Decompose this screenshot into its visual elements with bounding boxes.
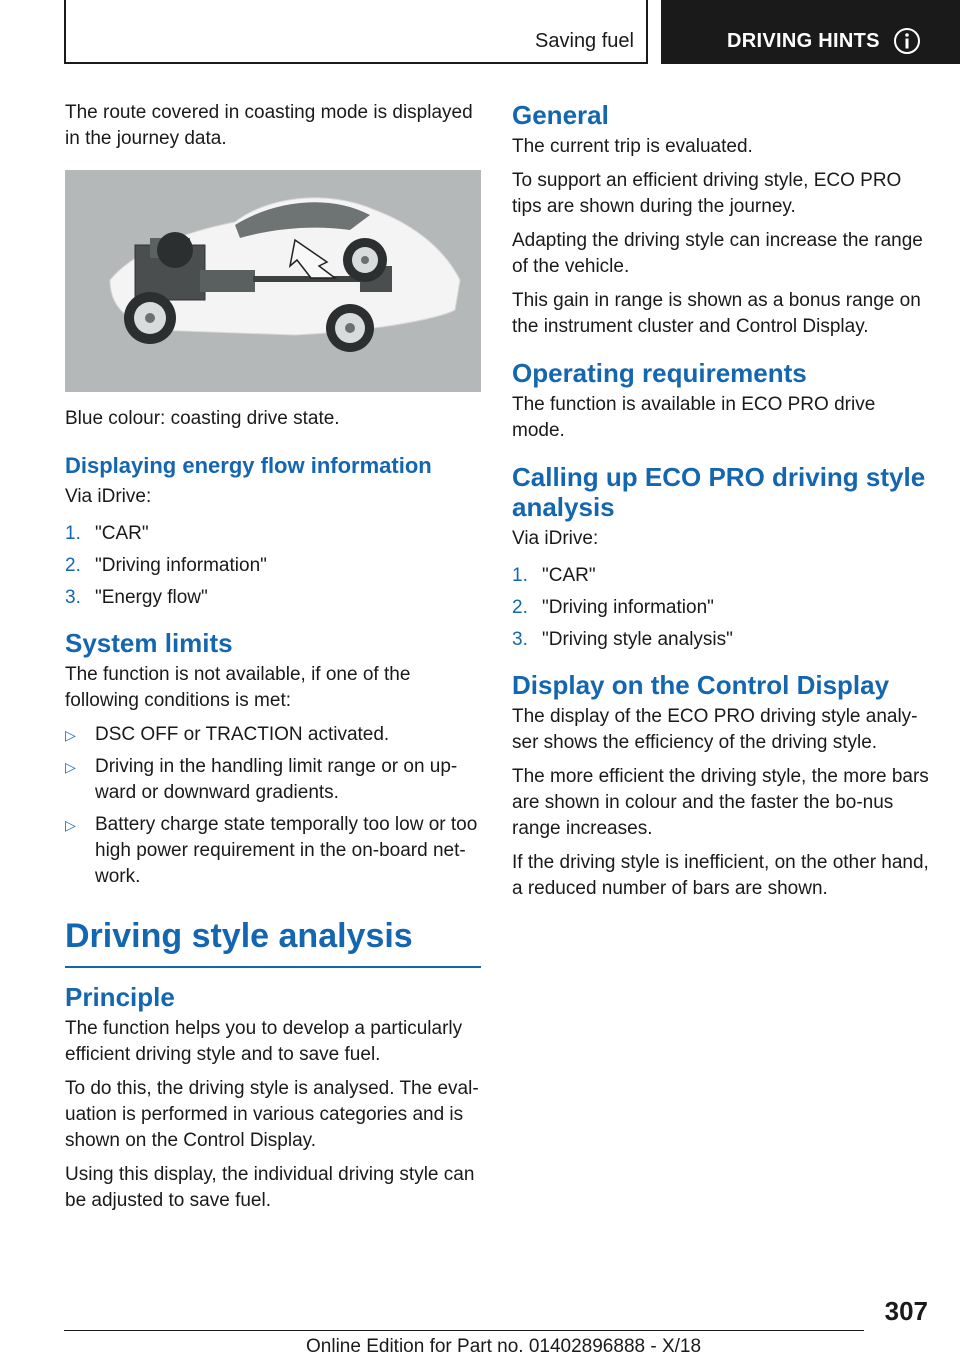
list-item — [512, 592, 932, 624]
header-chapter-tab — [661, 0, 960, 64]
system-limits-heading: System limits — [65, 628, 233, 658]
energy-flow-steps — [65, 518, 481, 614]
system-limits-intro: The function is not available, if one of the following conditions is met: — [65, 664, 411, 711]
figure-caption: Blue colour: coasting drive state. — [65, 408, 340, 429]
system-limits-bullets — [65, 722, 481, 890]
control-display-paragraph: The more efficient the driving style, the more bars are shown in colour and the faster the bo‐nus range increases. — [512, 766, 929, 839]
list-item — [65, 518, 481, 550]
energy-flow-heading: Displaying energy flow information — [65, 453, 432, 478]
step-text: "Driving information" — [95, 555, 267, 576]
general-paragraph: The current trip is evaluated. — [512, 136, 753, 157]
car-drivetrain-image — [65, 170, 481, 392]
step-number: 1. — [65, 523, 81, 544]
list-item — [65, 582, 481, 614]
energy-flow-via: Via iDrive: — [65, 486, 152, 507]
triangle-bullet-icon: ▷ — [65, 727, 76, 743]
step-text: "Driving information" — [542, 597, 714, 618]
step-number: 2. — [512, 597, 528, 618]
triangle-bullet-icon: ▷ — [65, 817, 76, 833]
step-number: 3. — [512, 629, 528, 650]
step-text: "Driving style analysis" — [542, 629, 733, 650]
general-paragraph: This gain in range is shown as a bonus range on the instrument cluster and Control Display. — [512, 290, 921, 337]
list-item — [65, 722, 481, 748]
step-text: "CAR" — [542, 565, 596, 586]
step-number: 3. — [65, 587, 81, 608]
general-paragraph: Adapting the driving style can increase the range of the vehicle. — [512, 230, 923, 277]
right-column — [512, 100, 932, 910]
principle-paragraph: To do this, the driving style is analysed. The eval‐uation is performed in various categories and is shown on the Control Display. — [65, 1078, 479, 1151]
principle-heading: Principle — [65, 982, 175, 1012]
bullet-text: DSC OFF or TRACTION activated. — [95, 724, 390, 745]
header-section-box — [64, 0, 648, 64]
bullet-text: Driving in the handling limit range or on up‐ward or downward gradients. — [95, 756, 458, 803]
list-item — [512, 624, 932, 656]
header-section-title: Saving fuel — [535, 30, 634, 52]
step-number: 2. — [65, 555, 81, 576]
general-paragraph: To support an efficient driving style, ECO PRO tips are shown during the journey. — [512, 170, 902, 217]
chapter-title: Driving style analysis — [65, 916, 481, 968]
calling-up-heading: Calling up ECO PRO driving style analysis — [512, 462, 926, 522]
footer-divider — [64, 1330, 864, 1331]
page-number: 307 — [884, 1296, 928, 1326]
bullet-text: Battery charge state temporally too low or too high power requirement in the on-board net‐work. — [95, 814, 478, 887]
step-number: 1. — [512, 565, 528, 586]
step-text: "CAR" — [95, 523, 149, 544]
car-illustration — [65, 170, 481, 392]
operating-requirements-text: The function is available in ECO PRO drive mode. — [512, 394, 876, 441]
list-item — [65, 754, 481, 806]
list-item — [512, 560, 932, 592]
intro-paragraph: The route covered in coasting mode is displayed in the journey data. — [65, 102, 473, 149]
general-heading: General — [512, 100, 609, 130]
step-text: "Energy flow" — [95, 587, 208, 608]
principle-paragraph: The function helps you to develop a particularly efficient driving style and to save fuel. — [65, 1018, 463, 1065]
left-column — [65, 100, 481, 1222]
control-display-heading: Display on the Control Display — [512, 670, 890, 700]
calling-up-steps — [512, 560, 932, 656]
calling-up-via: Via iDrive: — [512, 528, 599, 549]
info-icon — [893, 27, 921, 55]
header-chapter-title: DRIVING HINTS — [727, 30, 880, 52]
footer-edition: Online Edition for Part no. 01402896888 - X/18 — [306, 1336, 702, 1357]
list-item — [65, 812, 481, 890]
list-item — [65, 550, 481, 582]
triangle-bullet-icon: ▷ — [65, 759, 76, 775]
principle-paragraph: Using this display, the individual driving style can be adjusted to save fuel. — [65, 1164, 475, 1211]
operating-requirements-heading: Operating requirements — [512, 358, 807, 388]
control-display-paragraph: The display of the ECO PRO driving style analy‐ser shows the efficiency of the driving style. — [512, 706, 918, 753]
control-display-paragraph: If the driving style is inefficient, on the other hand, a reduced number of bars are shown. — [512, 852, 929, 899]
